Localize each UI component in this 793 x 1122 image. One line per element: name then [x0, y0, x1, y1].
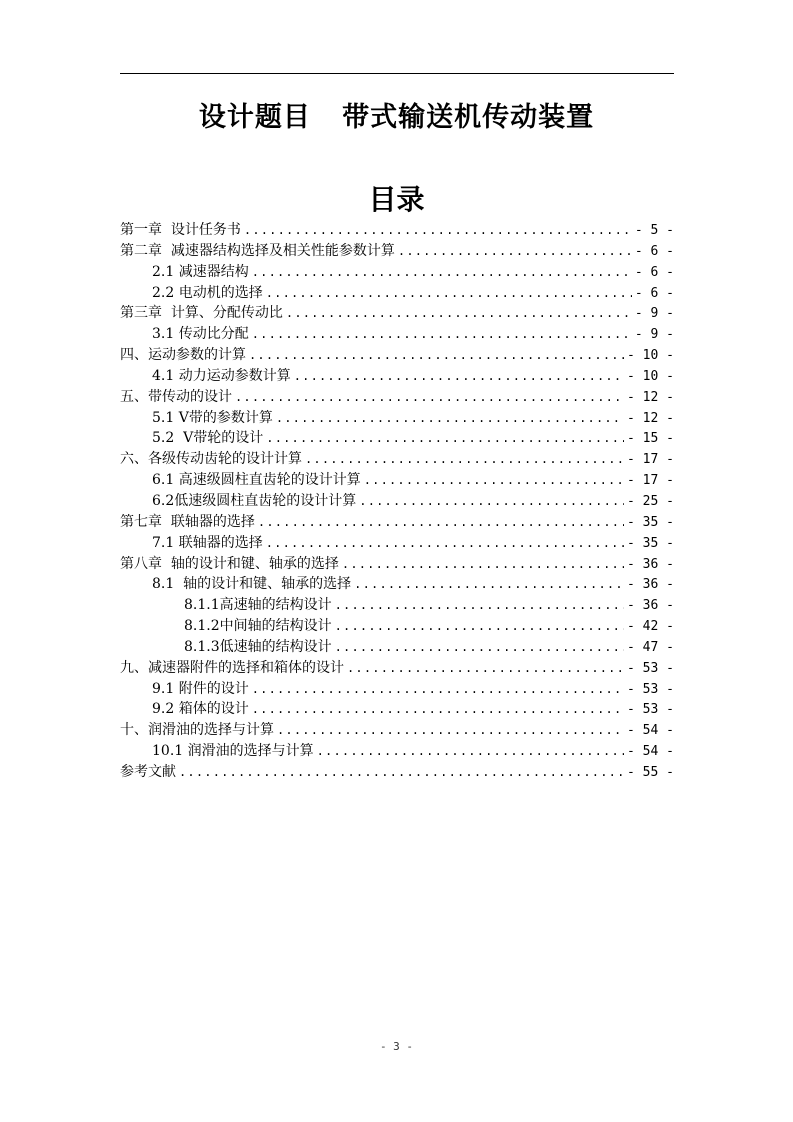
toc-entry-page: - 6 - [634, 264, 674, 280]
toc-dot-leader [347, 658, 624, 679]
toc-entry[interactable] [120, 324, 674, 345]
toc-dot-leader [294, 366, 624, 387]
toc-entry-label: 6.1 高速级圆柱直齿轮的设计计算 [152, 472, 361, 489]
toc-dot-leader [266, 533, 624, 554]
toc-entry-page: - 36 - [627, 598, 674, 614]
toc-entry[interactable] [120, 449, 674, 470]
toc-dot-leader [252, 699, 624, 720]
toc-entry-page: - 6 - [634, 285, 674, 301]
toc-entry-page: - 54 - [627, 723, 674, 739]
toc-entry-label: 参考文献 [120, 763, 176, 780]
toc-entry-page: - 53 - [627, 681, 674, 697]
toc-dot-leader [276, 408, 624, 429]
toc-dot-leader [398, 241, 632, 262]
toc-entry[interactable] [120, 658, 674, 679]
toc-entry-page: - 15 - [627, 431, 674, 447]
toc-entry-page: - 35 - [627, 535, 674, 551]
toc-entry[interactable] [120, 470, 674, 491]
toc-entry-label: 第七章 联轴器的选择 [120, 513, 255, 530]
toc-entry[interactable] [120, 283, 674, 304]
toc-entry-page: - 42 - [627, 619, 674, 635]
toc-entry-page: - 36 - [627, 556, 674, 572]
toc-entry[interactable] [120, 741, 674, 762]
toc-entry-label: 9.1 附件的设计 [152, 680, 249, 697]
toc-dot-leader [252, 679, 624, 700]
toc-entry[interactable] [120, 762, 674, 783]
toc-entry[interactable] [120, 637, 674, 658]
toc-dot-leader [317, 741, 624, 762]
toc-dot-leader [277, 720, 624, 741]
toc-entry-page: - 35 - [627, 514, 674, 530]
toc-entry[interactable] [120, 220, 674, 241]
toc-entry-label: 四、运动参数的计算 [120, 347, 246, 364]
page-number: - 3 - [379, 1040, 414, 1053]
header-rule [120, 73, 674, 74]
toc-entry-label: 5.1 V带的参数计算 [152, 409, 273, 426]
toc-entry-label: 4.1 动力运动参数计算 [152, 367, 291, 384]
toc-dot-leader [335, 637, 624, 658]
toc-entry-label: 9.2 箱体的设计 [152, 701, 249, 718]
toc-entry[interactable] [120, 699, 674, 720]
toc-entry-label: 2.2 电动机的选择 [152, 284, 263, 301]
toc-dot-leader [252, 262, 632, 283]
toc-dot-leader [249, 345, 624, 366]
toc-entry-page: - 47 - [627, 639, 674, 655]
toc-entry-label: 2.1 减速器结构 [152, 263, 249, 280]
toc-entry-label: 6.2低速级圆柱直齿轮的设计计算 [152, 492, 357, 509]
toc-entry[interactable] [120, 533, 674, 554]
toc-entry-page: - 12 - [627, 389, 674, 405]
toc-entry-label: 九、减速器附件的选择和箱体的设计 [120, 659, 344, 676]
toc-entry[interactable] [120, 241, 674, 262]
toc-entry-label: 7.1 联轴器的选择 [152, 534, 263, 551]
toc-dot-leader [335, 616, 624, 637]
toc-entry-label: 5.2 V带轮的设计 [152, 430, 264, 447]
toc-entry[interactable] [120, 512, 674, 533]
toc-dot-leader [244, 220, 632, 241]
toc-entry-label: 五、带传动的设计 [120, 388, 232, 405]
toc-entry-page: - 9 - [634, 327, 674, 343]
toc-entry[interactable] [120, 595, 674, 616]
toc-heading: 目录 [368, 183, 425, 216]
toc-dot-leader [252, 324, 632, 345]
toc-dot-leader [235, 387, 624, 408]
toc-entry-label: 十、润滑油的选择与计算 [120, 722, 274, 739]
toc-entry-label: 六、各级传动齿轮的设计计算 [120, 451, 302, 468]
table-of-contents [120, 220, 674, 783]
toc-entry-page: - 54 - [627, 744, 674, 760]
toc-entry-page: - 25 - [627, 493, 674, 509]
toc-entry[interactable] [120, 408, 674, 429]
toc-entry-page: - 36 - [627, 577, 674, 593]
toc-dot-leader [266, 283, 632, 304]
toc-entry-label: 3.1 传动比分配 [152, 326, 249, 343]
toc-entry[interactable] [120, 366, 674, 387]
toc-dot-leader [359, 491, 624, 512]
toc-entry-page: - 53 - [627, 702, 674, 718]
toc-entry-page: - 12 - [627, 410, 674, 426]
toc-entry-label: 10.1 润滑油的选择与计算 [152, 743, 314, 760]
toc-entry[interactable] [120, 491, 674, 512]
toc-entry-page: - 9 - [634, 306, 674, 322]
toc-dot-leader [335, 595, 624, 616]
toc-entry-label: 第八章 轴的设计和键、轴承的选择 [120, 555, 339, 572]
toc-dot-leader [364, 470, 624, 491]
toc-entry-label: 8.1.2中间轴的结构设计 [184, 618, 332, 635]
toc-entry-page: - 17 - [627, 473, 674, 489]
design-title: 设计题目 带式输送机传动装置 [198, 102, 595, 133]
toc-dot-leader [354, 574, 624, 595]
toc-dot-leader [266, 428, 624, 449]
toc-dot-leader [179, 762, 624, 783]
toc-entry-page: - 10 - [627, 348, 674, 364]
toc-entry-label: 第二章 减速器结构选择及相关性能参数计算 [120, 242, 395, 259]
toc-entry[interactable] [120, 720, 674, 741]
toc-entry[interactable] [120, 616, 674, 637]
toc-entry[interactable] [120, 303, 674, 324]
toc-entry-page: - 55 - [627, 764, 674, 780]
toc-entry[interactable] [120, 554, 674, 575]
toc-entry-page: - 17 - [627, 452, 674, 468]
toc-entry[interactable] [120, 574, 674, 595]
toc-entry-page: - 53 - [627, 660, 674, 676]
toc-entry-label: 8.1.1高速轴的结构设计 [184, 597, 332, 614]
toc-entry[interactable] [120, 262, 674, 283]
toc-entry-label: 第一章 设计任务书 [120, 222, 241, 238]
toc-entry-page: - 10 - [627, 368, 674, 384]
toc-entry[interactable] [120, 345, 674, 366]
toc-entry-label: 第三章 计算、分配传动比 [120, 305, 283, 322]
toc-entry[interactable] [120, 679, 674, 700]
toc-entry-label: 8.1.3低速轴的结构设计 [184, 638, 332, 655]
toc-entry[interactable] [120, 428, 674, 449]
toc-entry[interactable] [120, 387, 674, 408]
toc-dot-leader [258, 512, 624, 533]
toc-dot-leader [286, 303, 632, 324]
toc-entry-page: - 6 - [634, 243, 674, 259]
toc-dot-leader [342, 554, 624, 575]
toc-dot-leader [305, 449, 624, 470]
toc-entry-label: 8.1 轴的设计和键、轴承的选择 [152, 576, 352, 593]
toc-entry-page: - 5 - [634, 223, 674, 238]
